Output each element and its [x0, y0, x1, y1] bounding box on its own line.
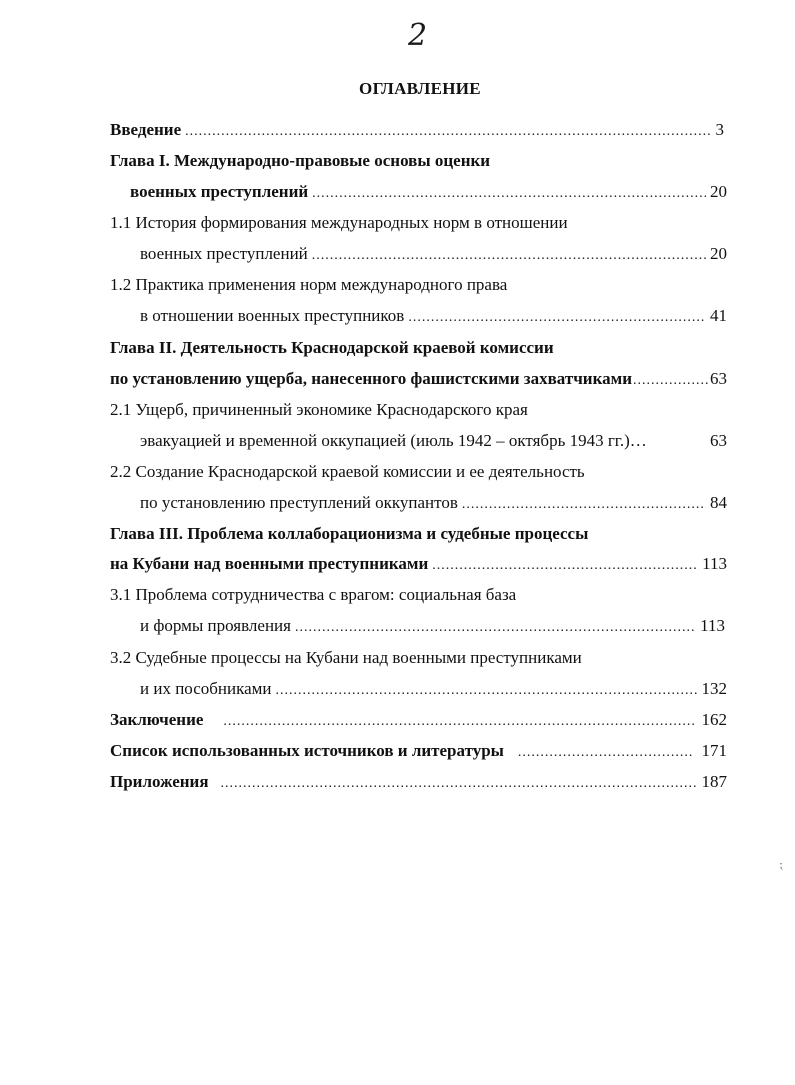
dot-leader: [462, 493, 706, 517]
toc-entry-label: военных преступлений: [140, 244, 308, 263]
toc-entry-label: эвакуацией и временной оккупацией (июль 1942 – октябрь 1943 гг.)…: [140, 431, 647, 450]
toc-entry-label: в отношении военных преступников: [140, 306, 405, 325]
toc-entry-label: 3.2 Судебные процессы на Кубани над военными преступниками: [110, 648, 582, 667]
dot-leader: [221, 772, 696, 796]
toc-entry-label: 2.2 Создание Краснодарской краевой комиссии и ее деятельность: [110, 462, 585, 481]
dot-leader: [276, 679, 698, 703]
toc-entry-chapter-3-cont: [110, 552, 727, 576]
toc-entry-section-1-2-cont: [140, 304, 727, 328]
dot-leader: [518, 741, 692, 765]
toc-entry-label: Заключение: [110, 710, 204, 729]
toc-page-number: 63: [710, 431, 727, 450]
toc-entry-label: и формы проявления: [140, 616, 291, 635]
toc-page-number: 187: [701, 772, 727, 791]
toc-page-number: 84: [710, 493, 727, 512]
handwritten-page-number: 2: [408, 18, 428, 53]
toc-entry-label: Глава II. Деятельность Краснодарской краевой комиссии: [110, 338, 554, 357]
toc-entry-section-3-1-cont: [140, 614, 725, 638]
scan-speck: ⁏: [779, 857, 784, 871]
toc-entry-appendices: [110, 770, 727, 794]
toc-page-number: 20: [710, 244, 727, 263]
toc-page-number: 113: [702, 554, 727, 573]
toc-entry-conclusion: [110, 708, 727, 732]
toc-entry-label: 3.1 Проблема сотрудничества с врагом: социальная база: [110, 585, 517, 604]
toc-page-number: 113: [700, 616, 725, 635]
toc-page-number: 162: [701, 710, 727, 729]
dot-leader: [312, 182, 706, 206]
toc-page-number: 41: [710, 306, 727, 325]
toc-entry-label: 1.1 История формирования международных норм в отношении: [110, 213, 568, 232]
toc-entry-label: Глава III. Проблема коллаборационизма и судебные процессы: [110, 524, 589, 543]
toc-entry-label: Приложения: [110, 772, 209, 791]
toc-entry-section-3-2: [110, 646, 582, 670]
toc-entry-label: Список использованных источников и литературы: [110, 741, 504, 760]
toc-entry-label: по установлению ущерба, нанесенного фашистскими захватчиками: [110, 369, 632, 388]
toc-entry-label: военных преступлений: [130, 182, 309, 201]
dot-leader: [295, 616, 696, 640]
dot-leader: [432, 554, 698, 578]
toc-entry-label: Введение: [110, 120, 182, 139]
toc-page-number: 132: [701, 679, 727, 698]
toc-entry-section-1-2: [110, 273, 507, 297]
toc-entry-section-2-1-cont: [140, 429, 727, 453]
toc-entry-intro: [110, 118, 724, 142]
toc-entry-label: по установлению преступлений оккупантов: [140, 493, 458, 512]
dot-leader: [185, 120, 711, 144]
toc-page-number: 63: [710, 369, 727, 388]
toc-page-number: 171: [701, 741, 727, 760]
toc-entry-chapter-2-cont: [110, 367, 727, 391]
toc-entry-section-2-2-cont: [140, 491, 727, 515]
toc-entry-chapter-3: [110, 522, 588, 546]
page-title: ОГЛАВЛЕНИЕ: [359, 79, 481, 98]
toc-entry-section-1-1-cont: [140, 242, 727, 266]
toc-entry-chapter-2: [110, 336, 554, 360]
dot-leader: [223, 710, 695, 734]
toc-entry-section-2-2: [110, 460, 585, 484]
toc-entry-section-3-2-cont: [140, 677, 727, 701]
toc-entry-sources: [110, 739, 727, 763]
toc-entry-label: и их пособниками: [140, 679, 272, 698]
toc-entry-label: 1.2 Практика применения норм международного права: [110, 275, 508, 294]
toc-entry-section-1-1: [110, 211, 568, 235]
toc-entry-label: Глава I. Международно-правовые основы оценки: [110, 151, 491, 170]
dot-leader: [312, 244, 706, 268]
toc-entry-label: на Кубани над военными преступниками: [110, 554, 429, 573]
toc-page-number: 3: [715, 120, 724, 139]
toc-entry-label: 2.1 Ущерб, причиненный экономике Краснодарского края: [110, 400, 528, 419]
toc-entry-section-2-1: [110, 398, 528, 422]
toc-entry-section-3-1: [110, 583, 516, 607]
toc-page-number: 20: [710, 182, 727, 201]
toc-entry-chapter-1: [110, 149, 490, 173]
dot-leader: [408, 306, 706, 330]
dot-leader: [633, 369, 709, 393]
toc-entry-chapter-1-cont: [130, 180, 727, 204]
